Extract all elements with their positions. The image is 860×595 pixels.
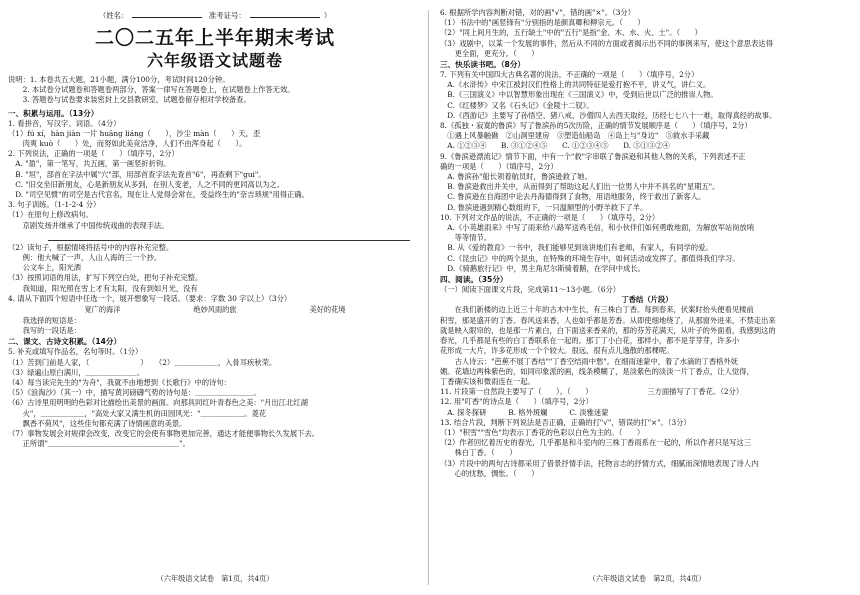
section-heading: 三、快乐读书吧。（8分） [440,60,526,70]
question-line: B.《三国演义》中以智慧形象出现在《三国演义》中，受到后世以广泛的推崇人物。 [440,90,718,100]
question-line: （3）戏剧中，以某一个发展的事件，然后从不同的方面或者揭示出不同的事例来写，使这个意思表达得 [440,38,773,48]
question-line: D.《西游记》主要写了孙悟空、猪八戒、沙僧四人去西天取经，历经七七八十一难，取得真经的故事。 [440,110,777,120]
question-line: 我写的一段话是： [8,326,81,336]
passage-line: 古人诗云："芭蕉不展丁香结""丁香空结雨中愁"。在细雨迷蒙中，着了水滴的丁香格外妩 [440,356,739,366]
question-line: 我知道，阳光照在雪上才有太阳，没有到如月光，没有 [8,283,198,293]
question-line: （1）"积雪""雪色"均表示丁香花的色彩以白色为主的。（ ） [440,427,645,437]
question-line: 3. 句子训练。（1-1-2-4 分） [8,200,101,210]
question-line: 等等情节。 [440,233,492,243]
question-line: B. 从《爱的教育》一书中，我们能够见到该讲地们有老师，有家人，有同学的爱。 [440,243,713,253]
question-line: （2）读句子，根据情境将括号中的内容补充完整。 [8,242,174,252]
question-line: 12. 用"叮香"的诗点是（ ）（填序号，2分） [440,397,593,407]
page-footer: （六年级语文试卷 第1页，共4页） [156,574,274,583]
question-line: （1）fú xí，hàn jiàn 一片 huāng liáng（ ），沙尘 màn（ ）天，歪 [8,128,261,138]
question-line: B. 鲁滨逊救出并关中，从而得到了帮助这起人们出一位男人中并不具名的"星期五"。 [440,182,720,192]
question-line: （6）古诗里用明明的色彩对比描绘出美景的画面。向那具同红叶青春色之美："月出江北红湖 [8,398,308,408]
question-line: （1）苦到门前是人家，（ ） （2）＿＿＿＿＿＿，入骨耳疾秋荣。 [8,357,277,367]
question-line: 1. 看拼音，写汉字、词语。（4分） [8,118,121,128]
question-line: 正所谓"＿＿＿＿＿＿＿＿＿＿＿＿＿＿＿＿＿＿"。 [8,439,190,449]
section-heading: 一、积累与运用。（13分） [8,108,99,118]
question-line: 公文车上，阳光洒 [8,263,81,273]
question-line: （1）在原句上修改病句。 [8,210,93,220]
question-line: （5）《浪淘沙》（其一）中，描写黄河磅礴气势的诗句是：＿＿＿＿＿＿＿＿。 [8,388,261,398]
reading-intro: （一）阅读下面课文片段，完成第11～13小题。（6分） [440,285,621,295]
passage-line: 春光，几乎都是有些的白丁香联系在一起的。那丁丁小白花，那样小，都不是芽芽芽，许多小 [440,336,740,346]
note-line: 2. 本试卷分试题卷和答题卷两部分，答案一律写在答题卷上，在试题卷上作答无效。 [8,85,295,95]
question-line: B. "垣"，部首在字法中属"穴"部，用部首查字法先查首"6"，再查剩下"gui"。 [8,169,266,179]
section-heading: 二、课文、古诗文积累。（14分） [8,337,122,347]
passage-line: 积雪，那是盛开的丁香。春风送来香，人也如乎都是芳香。从即使细地绕了，从那窗外进来，不禁走出来 [440,315,776,325]
question-line: D.《骑鹅旅行记》中，男主角尼尔斯骑着鹅，在学问中成长。 [440,263,645,273]
question-line: 我选择的短语是： [8,316,81,326]
question-line: ①遇上风暴触礁 ②山洞里建房 ③塑造仙船岛 ④岛上与"身边" ⑤救水手采藏 [440,131,710,141]
question-line: 13. 结合片段，判断下列说法是否正确，正确的打"√"，错误的打"×"。（3分） [440,417,691,427]
question-line: 9.《鲁滨逊漂流记》情节下面，中有一个"救"字串联了鲁滨逊和其他人物的关系，下列表述不正 [440,151,746,161]
question-line: C.《红楼梦》又名《石头记》《金陵十二钗》。 [440,100,594,110]
question-line: A. "盈"，第一笔写，共五画，第一画竖折折钩。 [8,159,171,169]
question-line: C.《昆虫记》中的两个昆虫，在特殊的环境生存中，如何活动或发挥了，都值得我们学习。 [440,253,740,263]
question-line: C. 鲁滨逊在自海团中论去丹海德得到了食物，用语地服务，终于救出了新客人。 [440,192,706,202]
question-line: 京剧发扬并继承了中国传统戏曲的表现手法。 [8,220,169,230]
question-line: 火"，＿＿＿＿＿＿，"高处大家又满生机的田园风光："＿＿＿＿＿＿。菱花 [8,408,267,418]
exam-info-row [8,10,422,22]
question-line: （3）片段中的两句古诗都采用了借景抒情手法，托物言志的抒情方式，细腻而深情地表现了诗人内 [440,458,759,468]
question-line: A.《小英雄雨来》中写了雨来给八路军送鸡毛信，和小伙伴们如何勇敢地面，为解放军站岗放哨 [440,223,755,233]
question-line: （4）每当读完先生的"为舟"，我就不由地想到《长歌行》中的诗句： [8,378,231,388]
page-footer: （六年级语文试卷 第2页，共4页） [588,574,706,583]
question-line: 肉爽 kuò（ ）处，而努如此美竞洁净，人们不由浑身起（ ）。 [8,139,247,149]
question-line: 心的忧愁，惆怅。（ ） [440,468,539,478]
name-label: （姓名： [98,11,129,20]
question-line: A. 鲁滨孙"船长领着航员时，鲁滨逊救了她。 [440,172,592,182]
exam-title: 二〇二五年上半年期末考试 [94,27,335,49]
question-line: 10. 下列对文作品的说法，不正确的一项是（ ）（填序号，2分） [440,212,660,222]
question-line: 6. 根据所学内容判断对错，对的画"√"，错的画"×"。（3分） [440,8,635,17]
question-line: 11. 片段第一自然段主要写了（ ）。（ ） 三方面描写了丁香花。（2分） [440,387,744,397]
phrase-option: 美好的花境 [309,305,346,315]
id-blank [250,10,320,18]
question-line: 7. 下列有关中国四大古典名著的说法，不正确的一项是（ ）（填序号，2分） [440,70,699,80]
section-heading: 四、阅读。（35分） [440,275,508,285]
question-line: C. "旧交坐旧新朋友，心是新朋友从多到，在别人变老，人之不同的更同高以为之。 [8,179,285,189]
question-line: 株白丁香。（ ） [440,448,517,458]
question-line: 飘香不荷风"，这些佳句都充满了诗情画意的美景。 [8,418,187,428]
passage-line: 花形成一大片，许多花形成一个个较大。很远，很有点儿逸散的那棵呢。 [440,346,674,356]
question-line: D. "司空见惯"的司空是古代官名，现在让人觉得会常在，受益终生的"奈吉琐规"用得正确。 [8,190,309,200]
question-line: A. 探冬探研 B. 格外斑斓 C. 淡雅迷蒙 [440,407,609,417]
passage-line: 媚。花墙边两株紫色的，如同印象派的画，线条模糊了，是淡紫色的淡淡一片丁香点，让人觉得， [440,366,754,376]
note-line: 说明：1. 本卷共五大题，21小题，满分100分，考试时间120分钟。 [8,75,230,84]
exam-subtitle: 六年级语文试题卷 [146,51,283,70]
question-line: 2. 下列说法，正确的一项是（ ）（填序号，2分） [8,149,179,159]
exam-page-1 [8,8,422,586]
question-line: 更全面，更充分。（ ） [440,48,539,58]
question-line: 8.《孤独・寂寞的鲁滨》写了鲁滨孙的5次历险，正确的情节发展顺序是（ ）（填序号，2分） [440,121,752,131]
question-line: 4. 请从下面四个短语中任选一个，展开想象写一段话。（要求：字数 30 字以上）（3分） [8,293,292,303]
phrase-option: 宽广的海洋 [84,305,121,315]
answer-line[interactable] [48,231,410,241]
question-line: （3）绿遍山原白满川，＿＿＿＿＿＿＿。 [8,367,144,377]
reading-title: 丁香结（片段） [621,295,673,305]
exam-page-2 [440,8,854,586]
phrase-option: 绝妙风雨的旅 [193,305,237,315]
phrase-options [8,305,422,315]
question-line: （7）事物发展会对规律会改变，改变它的会使有事物更加完善，通达才能便事物长久发展下去。 [8,429,320,439]
passage-line: 在我们新楼的边上近三十年的古木中生长，有三株白丁香。每到春来，伏案时抬头便看见楼前 [440,305,754,315]
question-line: 例：他大喊了一声，人山人海的三一个抄。 [8,253,162,263]
question-line: （2）作者回忆着历史的春光，几乎都是和斗室内的三株丁香雨系在一起的，所以作者只是写这三 [440,438,752,448]
question-line: D. 鲁滨逊遇到精心数组的下，一只温顺型的小野羊救下了羊。 [440,202,648,212]
question-line: A.《水浒传》中宋江被封汉们性格上的共同特征是爱打抱不平，讲义气，讲仁义。 [440,80,711,90]
question-line: （1）书法中的"画竖锋有"分别指的是颜真卿和柳宗元。（ ） [440,18,645,28]
name-blank [132,10,202,18]
exam-notes [8,75,422,106]
id-label: 准考证号： [208,11,246,20]
question-line: （2）"同上间月生的，五行缺土"中的"五行"是指"金、木、水、火、土"。（ ） [440,28,702,38]
note-line: 3. 答题卷与试卷要求装密封上交县教研室，试题卷留存相对学校备查。 [8,95,251,105]
question-line: A. ①②③④ B. ③①②④⑤ C. ①②③④⑤ D. ⑤①③②④ [440,141,670,151]
page-divider [428,10,429,585]
passage-line: 就是映入眼帘的，也是那一片素白，白下面送来香来的，那的芬芳花满天，从叶子的外面看，我感到这的 [440,325,776,335]
question-line: （3）按照词语的用法，扩写下列空白处，把句子补充完整。 [8,273,203,283]
close-paren: ） [323,11,332,20]
passage-line: 丁香确实该和微雨连在一起。 [440,376,535,386]
question-line: 5. 补充或填写作品名，名句等时。（1分） [8,347,143,357]
question-line: 确的一项是（ ）（填序号，2分） [440,161,558,171]
